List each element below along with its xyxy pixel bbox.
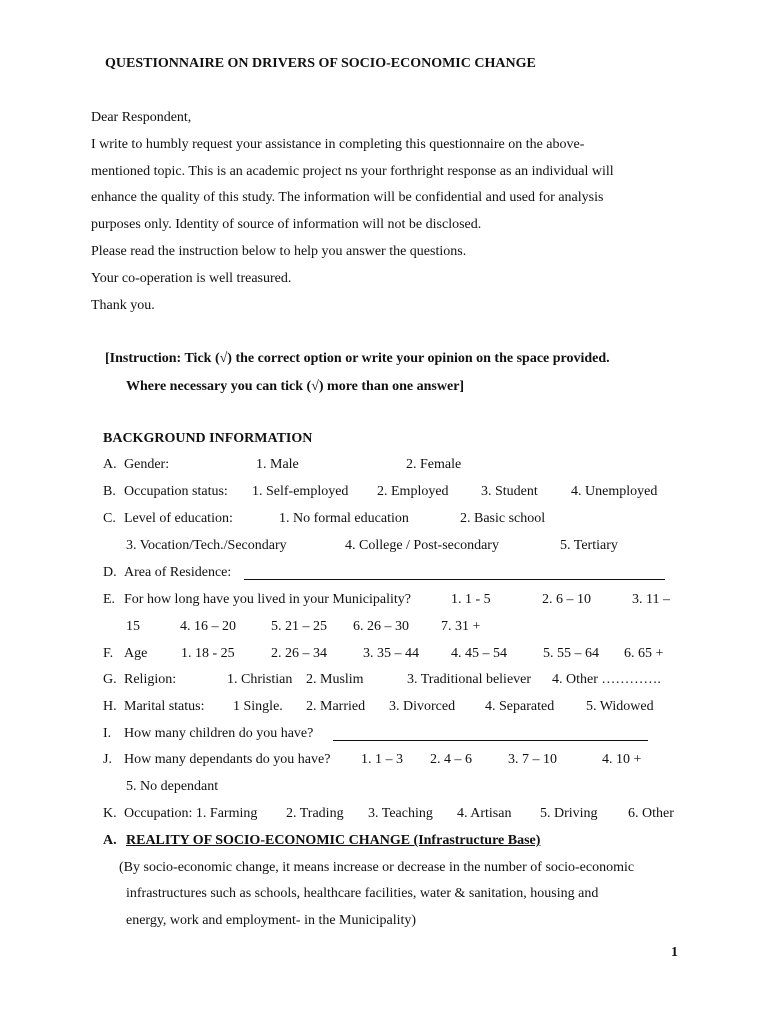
option[interactable]: 4. College / Post-secondary [345,538,499,553]
section-letter: A. [103,833,117,848]
option[interactable]: 7. 31 + [441,619,481,634]
section-desc: energy, work and employment- in the Municipality) [126,913,417,928]
option[interactable]: 1. Male [256,457,299,472]
section-heading: REALITY OF SOCIO-ECONOMIC CHANGE (Infrastructure Base) [126,833,541,848]
option[interactable]: 4. Other …………. [552,672,661,687]
option[interactable]: 2. Trading [286,806,344,821]
option[interactable]: 3. 7 – 10 [508,752,557,767]
option[interactable]: 1. Christian [227,672,293,687]
option[interactable]: 5. Widowed [586,699,654,714]
section-desc: (By socio-economic change, it means increase or decrease in the number of socio-economic [119,860,635,875]
option[interactable]: 6. 65 + [624,646,664,661]
option[interactable]: 6. Other [628,806,674,821]
option[interactable]: 2. 6 – 10 [542,592,591,607]
children-answer-line[interactable] [333,726,648,741]
option[interactable]: 5. Driving [540,806,598,821]
option[interactable]: 3. Vocation/Tech./Secondary [126,538,287,553]
question-letter: D. [103,565,117,580]
option[interactable]: 4. Artisan [457,806,512,821]
option[interactable]: 4. 10 + [602,752,642,767]
section-heading: BACKGROUND INFORMATION [103,431,313,446]
question-label: Marital status: [124,699,205,714]
question-letter: A. [103,457,117,472]
residence-answer-line[interactable] [244,565,665,580]
option-continued: 15 [126,619,140,634]
option[interactable]: 1. No formal education [279,511,409,526]
option[interactable]: 4. 16 – 20 [180,619,236,634]
option[interactable]: 3. Traditional believer [407,672,532,687]
option[interactable]: 1. 1 – 3 [361,752,403,767]
question-letter: H. [103,699,117,714]
option[interactable]: 2. 26 – 34 [271,646,327,661]
page-title: QUESTIONNAIRE ON DRIVERS OF SOCIO-ECONOMIC CHANGE [105,56,536,71]
option[interactable]: 3. Student [481,484,538,499]
option[interactable]: 1. Self-employed [252,484,349,499]
option[interactable]: 4. Separated [485,699,555,714]
question-label: Occupation status: [124,484,228,499]
option[interactable]: 3. Divorced [389,699,456,714]
question-label: Gender: [124,457,170,472]
option[interactable]: 1. 1 - 5 [451,592,491,607]
option[interactable]: 6. 26 – 30 [353,619,409,634]
question-label: How many children do you have? [124,726,314,741]
option[interactable]: 5. Tertiary [560,538,618,553]
option[interactable]: 3. 11 – [632,592,670,607]
option[interactable]: 2. Muslim [306,672,364,687]
letter-line: Your co-operation is well treasured. [91,271,292,286]
letter-line: Please read the instruction below to help you answer the questions. [91,244,467,259]
question-label: Religion: [124,672,177,687]
letter-line: mentioned topic. This is an academic project ns your forthright response as an individual will [91,164,614,179]
question-label: Age [124,646,148,661]
question-label: For how long have you lived in your Municipality? [124,592,411,607]
question-label: Level of education: [124,511,233,526]
option[interactable]: 1. 18 - 25 [181,646,235,661]
question-label: Area of Residence: [124,565,232,580]
option[interactable]: 2. Basic school [460,511,546,526]
question-letter: G. [103,672,117,687]
letter-line: Thank you. [91,298,155,313]
option[interactable]: 4. Unemployed [571,484,658,499]
option[interactable]: 2. Employed [377,484,449,499]
instruction-line: [Instruction: Tick (√) the correct option or write your opinion on the space provided. [105,351,610,366]
question-letter: I. [103,726,112,741]
question-label: How many dependants do you have? [124,752,331,767]
salutation: Dear Respondent, [91,110,192,125]
option[interactable]: 5. 55 – 64 [543,646,599,661]
letter-line: enhance the quality of this study. The information will be confidential and used for analysis [91,190,604,205]
option[interactable]: 5. No dependant [126,779,219,794]
option[interactable]: 3. Teaching [368,806,433,821]
option[interactable]: 4. 45 – 54 [451,646,507,661]
page-number: 1 [671,945,678,960]
option[interactable]: 3. 35 – 44 [363,646,419,661]
section-desc: infrastructures such as schools, healthcare facilities, water & sanitation, housing and [126,886,599,901]
option[interactable]: 2. 4 – 6 [430,752,472,767]
question-letter: J. [103,752,112,767]
option[interactable]: 2. Married [306,699,366,714]
question-letter: C. [103,511,116,526]
question-letter: K. [103,806,117,821]
question-letter: F. [103,646,114,661]
instruction-line: Where necessary you can tick (√) more than one answer] [126,379,465,394]
option[interactable]: 2. Female [406,457,462,472]
question-letter: E. [103,592,116,607]
question-letter: B. [103,484,116,499]
question-label: Occupation: 1. Farming [124,806,258,821]
letter-line: purposes only. Identity of source of information will not be disclosed. [91,217,482,232]
letter-line: I write to humbly request your assistance in completing this questionnaire on the above- [91,137,585,152]
option[interactable]: 5. 21 – 25 [271,619,327,634]
option[interactable]: 1 Single. [233,699,283,714]
